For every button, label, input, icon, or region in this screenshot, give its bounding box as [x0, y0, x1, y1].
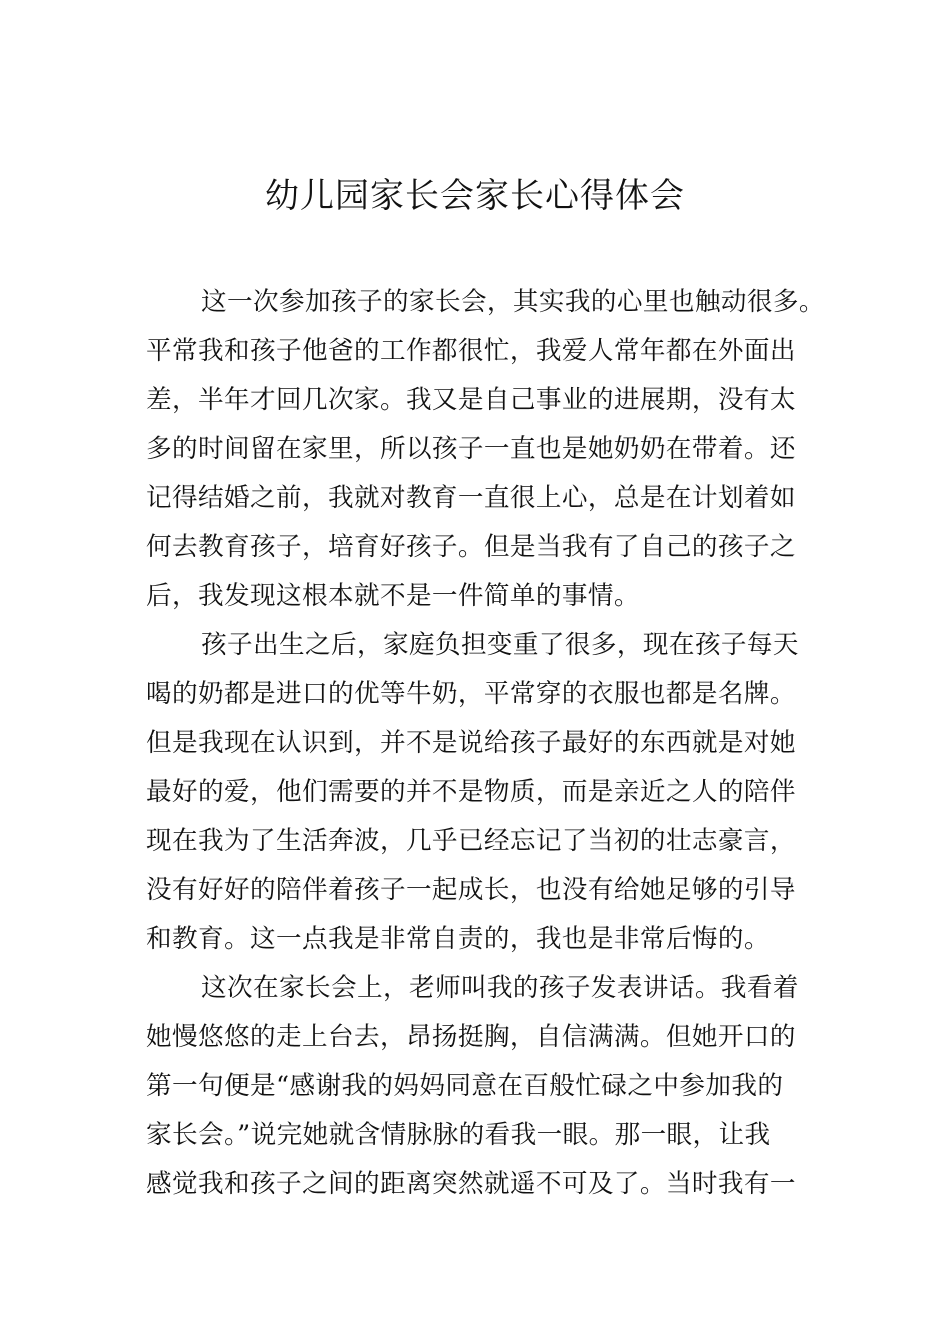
paragraph-line: 和教育。这一点我是非常自责的，我也是非常后悔的。 — [146, 924, 770, 954]
paragraph-line: 后，我发现这根本就不是一件简单的事情。 — [146, 581, 640, 611]
paragraph-line: 记得结婚之前，我就对教育一直很上心，总是在计划着如 — [146, 483, 796, 513]
paragraph-line: 这一次参加孩子的家长会，其实我的心里也触动很多。 — [201, 287, 825, 317]
paragraph-line: 平常我和孩子他爸的工作都很忙，我爱人常年都在外面出 — [146, 336, 796, 366]
paragraph-line: 现在我为了生活奔波，几乎已经忘记了当初的壮志豪言， — [146, 826, 796, 856]
paragraph-line: 多的时间留在家里，所以孩子一直也是她奶奶在带着。还 — [146, 434, 796, 464]
paragraph-line: 感觉我和孩子之间的距离突然就遥不可及了。当时我有一 — [146, 1169, 796, 1199]
paragraph-line: 最好的爱，他们需要的并不是物质，而是亲近之人的陪伴 — [146, 777, 796, 807]
document-title: 幼儿园家长会家长心得体会 — [265, 176, 685, 216]
paragraph-line: 家长会。”说完她就含情脉脉的看我一眼。那一眼，让我 — [146, 1120, 771, 1150]
paragraph-line: 没有好好的陪伴着孩子一起成长，也没有给她足够的引导 — [146, 875, 796, 905]
paragraph-line: 第一句便是“感谢我的妈妈同意在百般忙碌之中参加我的 — [146, 1071, 784, 1101]
paragraph-line: 差，半年才回几次家。我又是自己事业的进展期，没有太 — [146, 385, 796, 415]
paragraph-line: 喝的奶都是进口的优等牛奶，平常穿的衣服也都是名牌。 — [146, 679, 796, 709]
paragraph-line: 何去教育孩子，培育好孩子。但是当我有了自己的孩子之 — [146, 532, 796, 562]
document-body — [146, 278, 836, 1209]
paragraph-line: 她慢悠悠的走上台去，昂扬挺胸，自信满满。但她开口的 — [146, 1022, 796, 1052]
paragraph-line: 这次在家长会上，老师叫我的孩子发表讲话。我看着 — [201, 973, 799, 1003]
paragraph-line: 孩子出生之后，家庭负担变重了很多，现在孩子每天 — [201, 630, 799, 660]
paragraph-line: 但是我现在认识到，并不是说给孩子最好的东西就是对她 — [146, 728, 796, 758]
